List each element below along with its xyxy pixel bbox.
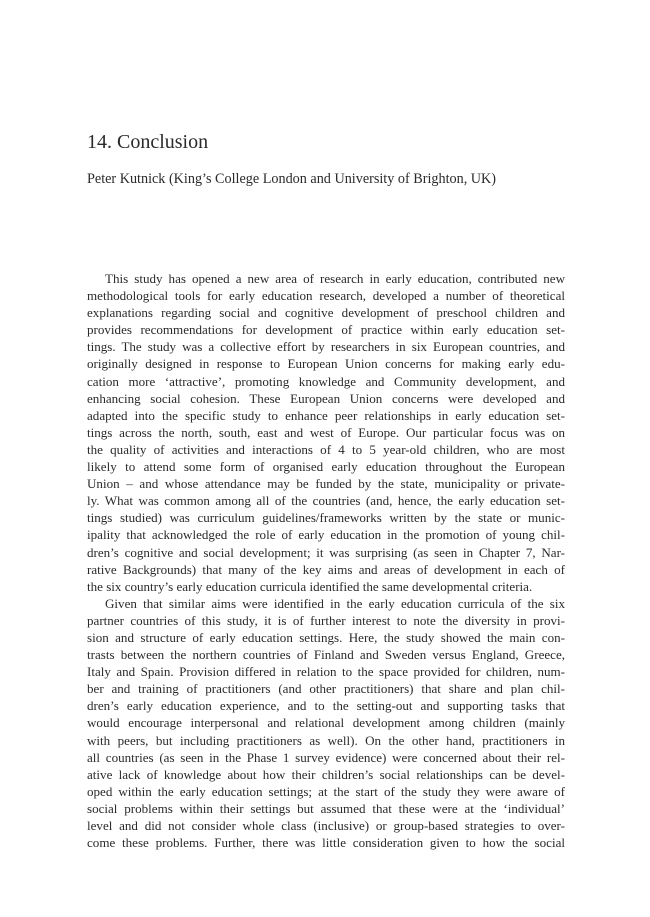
- text-line: explanations regarding social and cognitive development of preschool children and: [87, 305, 565, 321]
- text-line: tings studied) was curriculum guidelines/frameworks written by the state or munic-: [87, 510, 565, 526]
- text-line: dren’s cognitive and social development; it was surprising (as seen in Chapter 7, Nar-: [87, 544, 565, 560]
- chapter-title: 14. Conclusion: [87, 131, 209, 153]
- text-line: likely to attend some form of organised early education throughout the European: [87, 459, 565, 475]
- paragraph: [87, 595, 565, 851]
- text-line: the quality of activities and interactions of 4 to 5 year-old children, who are most: [87, 441, 565, 457]
- text-line: come these problems. Further, there was little consideration given to how the social: [87, 835, 565, 851]
- text-line: ative lack of knowledge about how their children’s social relationships can be devel-: [87, 766, 565, 782]
- text-line: ber and training of practitioners (and other practitioners) that share and plan chil-: [87, 681, 565, 697]
- text-line: partner countries of this study, it is of further interest to note the diversity in provi-: [87, 612, 565, 628]
- text-line: with peers, but including practitioners as well). On the other hand, practitioners in: [87, 732, 565, 748]
- text-line: provides recommendations for development of practice within early education set-: [87, 322, 565, 338]
- text-line: cation more ‘attractive’, promoting knowledge and Community development, and: [87, 373, 565, 389]
- body-text: [87, 270, 565, 851]
- text-line: adapted into the specific study to enhance peer relationships in early education set-: [87, 407, 565, 423]
- text-line: would encourage interpersonal and relational development among children (mainly: [87, 715, 565, 731]
- text-line: oped within the early education settings; at the start of the study they were aware of: [87, 783, 565, 799]
- text-line: Given that similar aims were identified in the early education curricula of the six: [105, 595, 565, 611]
- text-line: Union – and whose attendance may be funded by the state, municipality or private-: [87, 476, 565, 492]
- text-line: all countries (as seen in the Phase 1 survey evidence) were concerned about their rel-: [87, 749, 565, 765]
- text-line: level and did not consider whole class (inclusive) or group-based strategies to over-: [87, 818, 565, 833]
- text-line: tings. The study was a collective effort by researchers in six European countries, and: [87, 339, 565, 355]
- chapter-author: Peter Kutnick (King’s College London and University of Brighton, UK): [87, 171, 497, 187]
- text-line: dren’s early education experience, and to the setting-out and supporting tasks that: [87, 698, 565, 714]
- text-line: Italy and Spain. Provision differed in relation to the space provided for children, num-: [87, 664, 565, 680]
- paragraph: [87, 270, 565, 595]
- text-line: rative Backgrounds) that many of the key aims and areas of development in each of: [87, 561, 565, 577]
- text-line: methodological tools for early education research, developed a number of theoretical: [87, 288, 565, 304]
- text-line: originally designed in response to European Union concerns for making early edu-: [87, 356, 565, 372]
- text-line: This study has opened a new area of research in early education, contributed new: [105, 271, 565, 286]
- text-line: tings across the north, south, east and west of Europe. Our particular focus was on: [87, 424, 565, 440]
- text-line: enhancing social cohesion. These European Union concerns were developed and: [87, 390, 565, 406]
- text-line: sion and structure of early education settings. Here, the study showed the main con-: [87, 629, 565, 645]
- text-line: social problems within their settings but assumed that these were at the ‘individual’: [87, 800, 565, 816]
- text-line: ly. What was common among all of the countries (and, hence, the early education set-: [87, 493, 565, 509]
- text-line: ipality that acknowledged the role of early education in the promotion of young chil-: [87, 527, 565, 543]
- text-line: the six country’s early education curricula identified the same developmental criteria.: [87, 578, 533, 594]
- text-line: trasts between the northern countries of Finland and Sweden versus England, Greece,: [87, 647, 565, 663]
